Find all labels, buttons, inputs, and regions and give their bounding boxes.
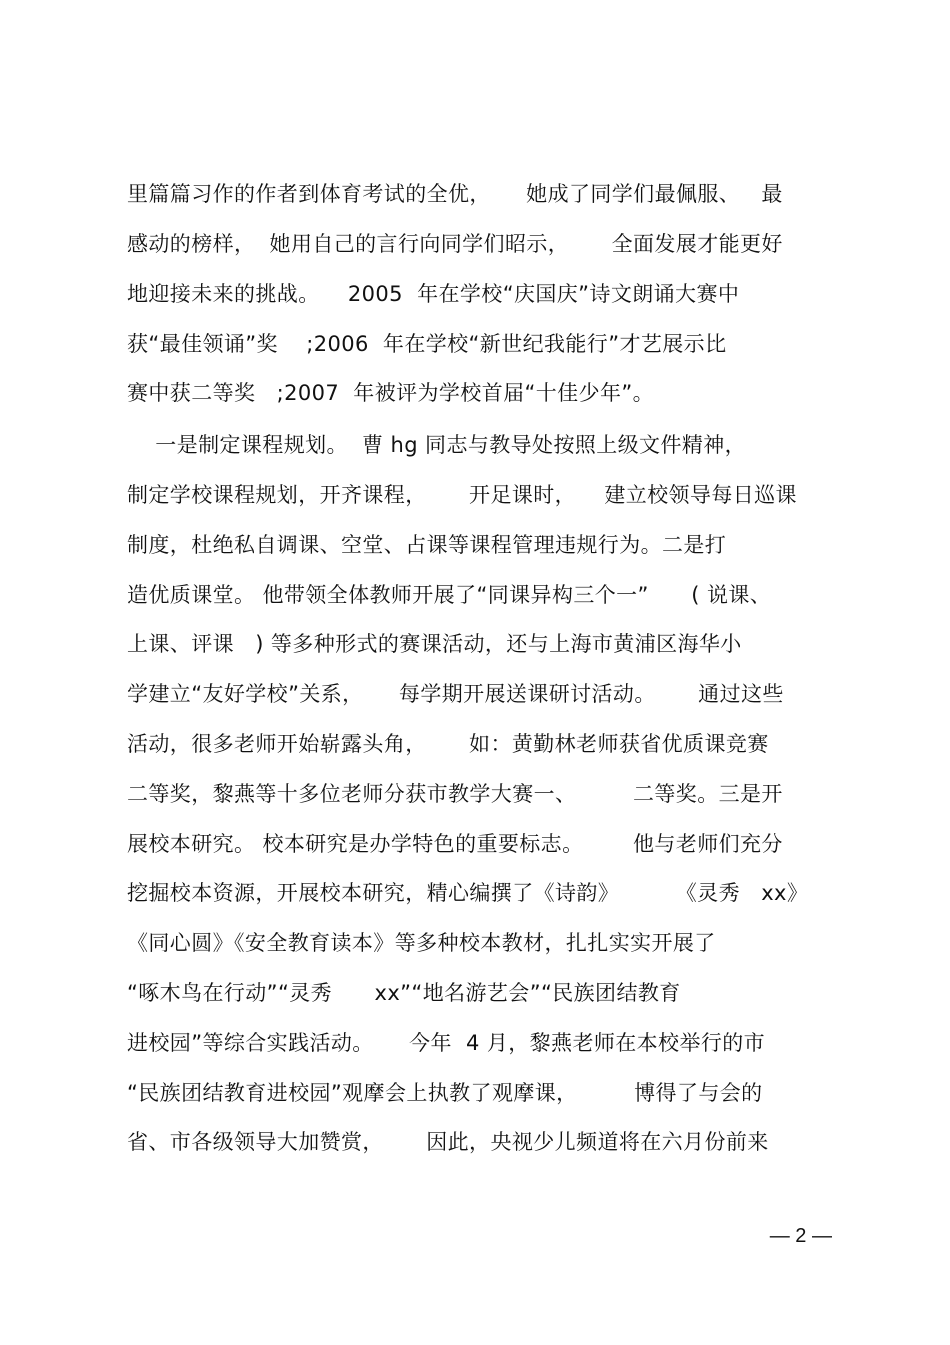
text-line: 二等奖，黎燕等十多位老师分获市教学大赛一、 二等奖。三是开: [127, 782, 783, 806]
text-line: 感动的榜样， 她用自己的言行向同学们昭示， 全面发展才能更好: [127, 232, 783, 256]
text-line: 制度，杜绝私自调课、空堂、占课等课程管理违规行为。二是打: [127, 533, 727, 557]
text-line: 活动，很多老师开始崭露头角， 如：黄勤林老师获省优质课竞赛: [127, 732, 769, 756]
text-line: 一是制定课程规划。 曹 hg 同志与教导处按照上级文件精神，: [127, 433, 747, 457]
text-line: 获“最佳领诵”奖 ;2006 年在学校“新世纪我能行”才艺展示比: [127, 332, 727, 356]
text-line: 展校本研究。 校本研究是办学特色的重要标志。 他与老师们充分: [127, 832, 783, 856]
text-line: 里篇篇习作的作者到体育考试的全优， 她成了同学们最佩服、 最: [127, 182, 783, 206]
text-line: 省、市各级领导大加赞赏， 因此，央视少儿频道将在六月份前来: [127, 1130, 769, 1154]
text-line: 上课、评课 ) 等多种形式的赛课活动，还与上海市黄浦区海华小: [127, 632, 742, 656]
text-line: 挖掘校本资源，开展校本研究，精心编撰了《诗韵》 《灵秀 xx》: [127, 881, 809, 905]
text-line: 赛中获二等奖 ;2007 年被评为学校首届“十佳少年”。: [127, 381, 655, 405]
text-line: 进校园”等综合实践活动。 今年 4 月，黎燕老师在本校举行的市: [127, 1031, 766, 1055]
text-line: 制定学校课程规划，开齐课程， 开足课时， 建立校领导每日巡课: [127, 483, 797, 507]
text-line: 地迎接未来的挑战。 2005 年在学校“庆国庆”诗文朗诵大赛中: [127, 282, 740, 306]
page-number: — 2 —: [769, 1225, 832, 1247]
text-line: “啄木鸟在行动”“灵秀 xx”“地名游艺会”“民族团结教育: [127, 981, 681, 1005]
text-line: “民族团结教育进校园”观摩会上执教了观摩课， 博得了与会的: [127, 1081, 763, 1105]
text-line: 学建立“友好学校”关系， 每学期开展送课研讨活动。 通过这些: [127, 682, 784, 706]
text-line: 《同心圆》《安全教育读本》等多种校本教材，扎扎实实开展了: [127, 931, 716, 955]
text-line: 造优质课堂。 他带领全体教师开展了“同课异构三个一” ( 说课、: [127, 583, 772, 607]
